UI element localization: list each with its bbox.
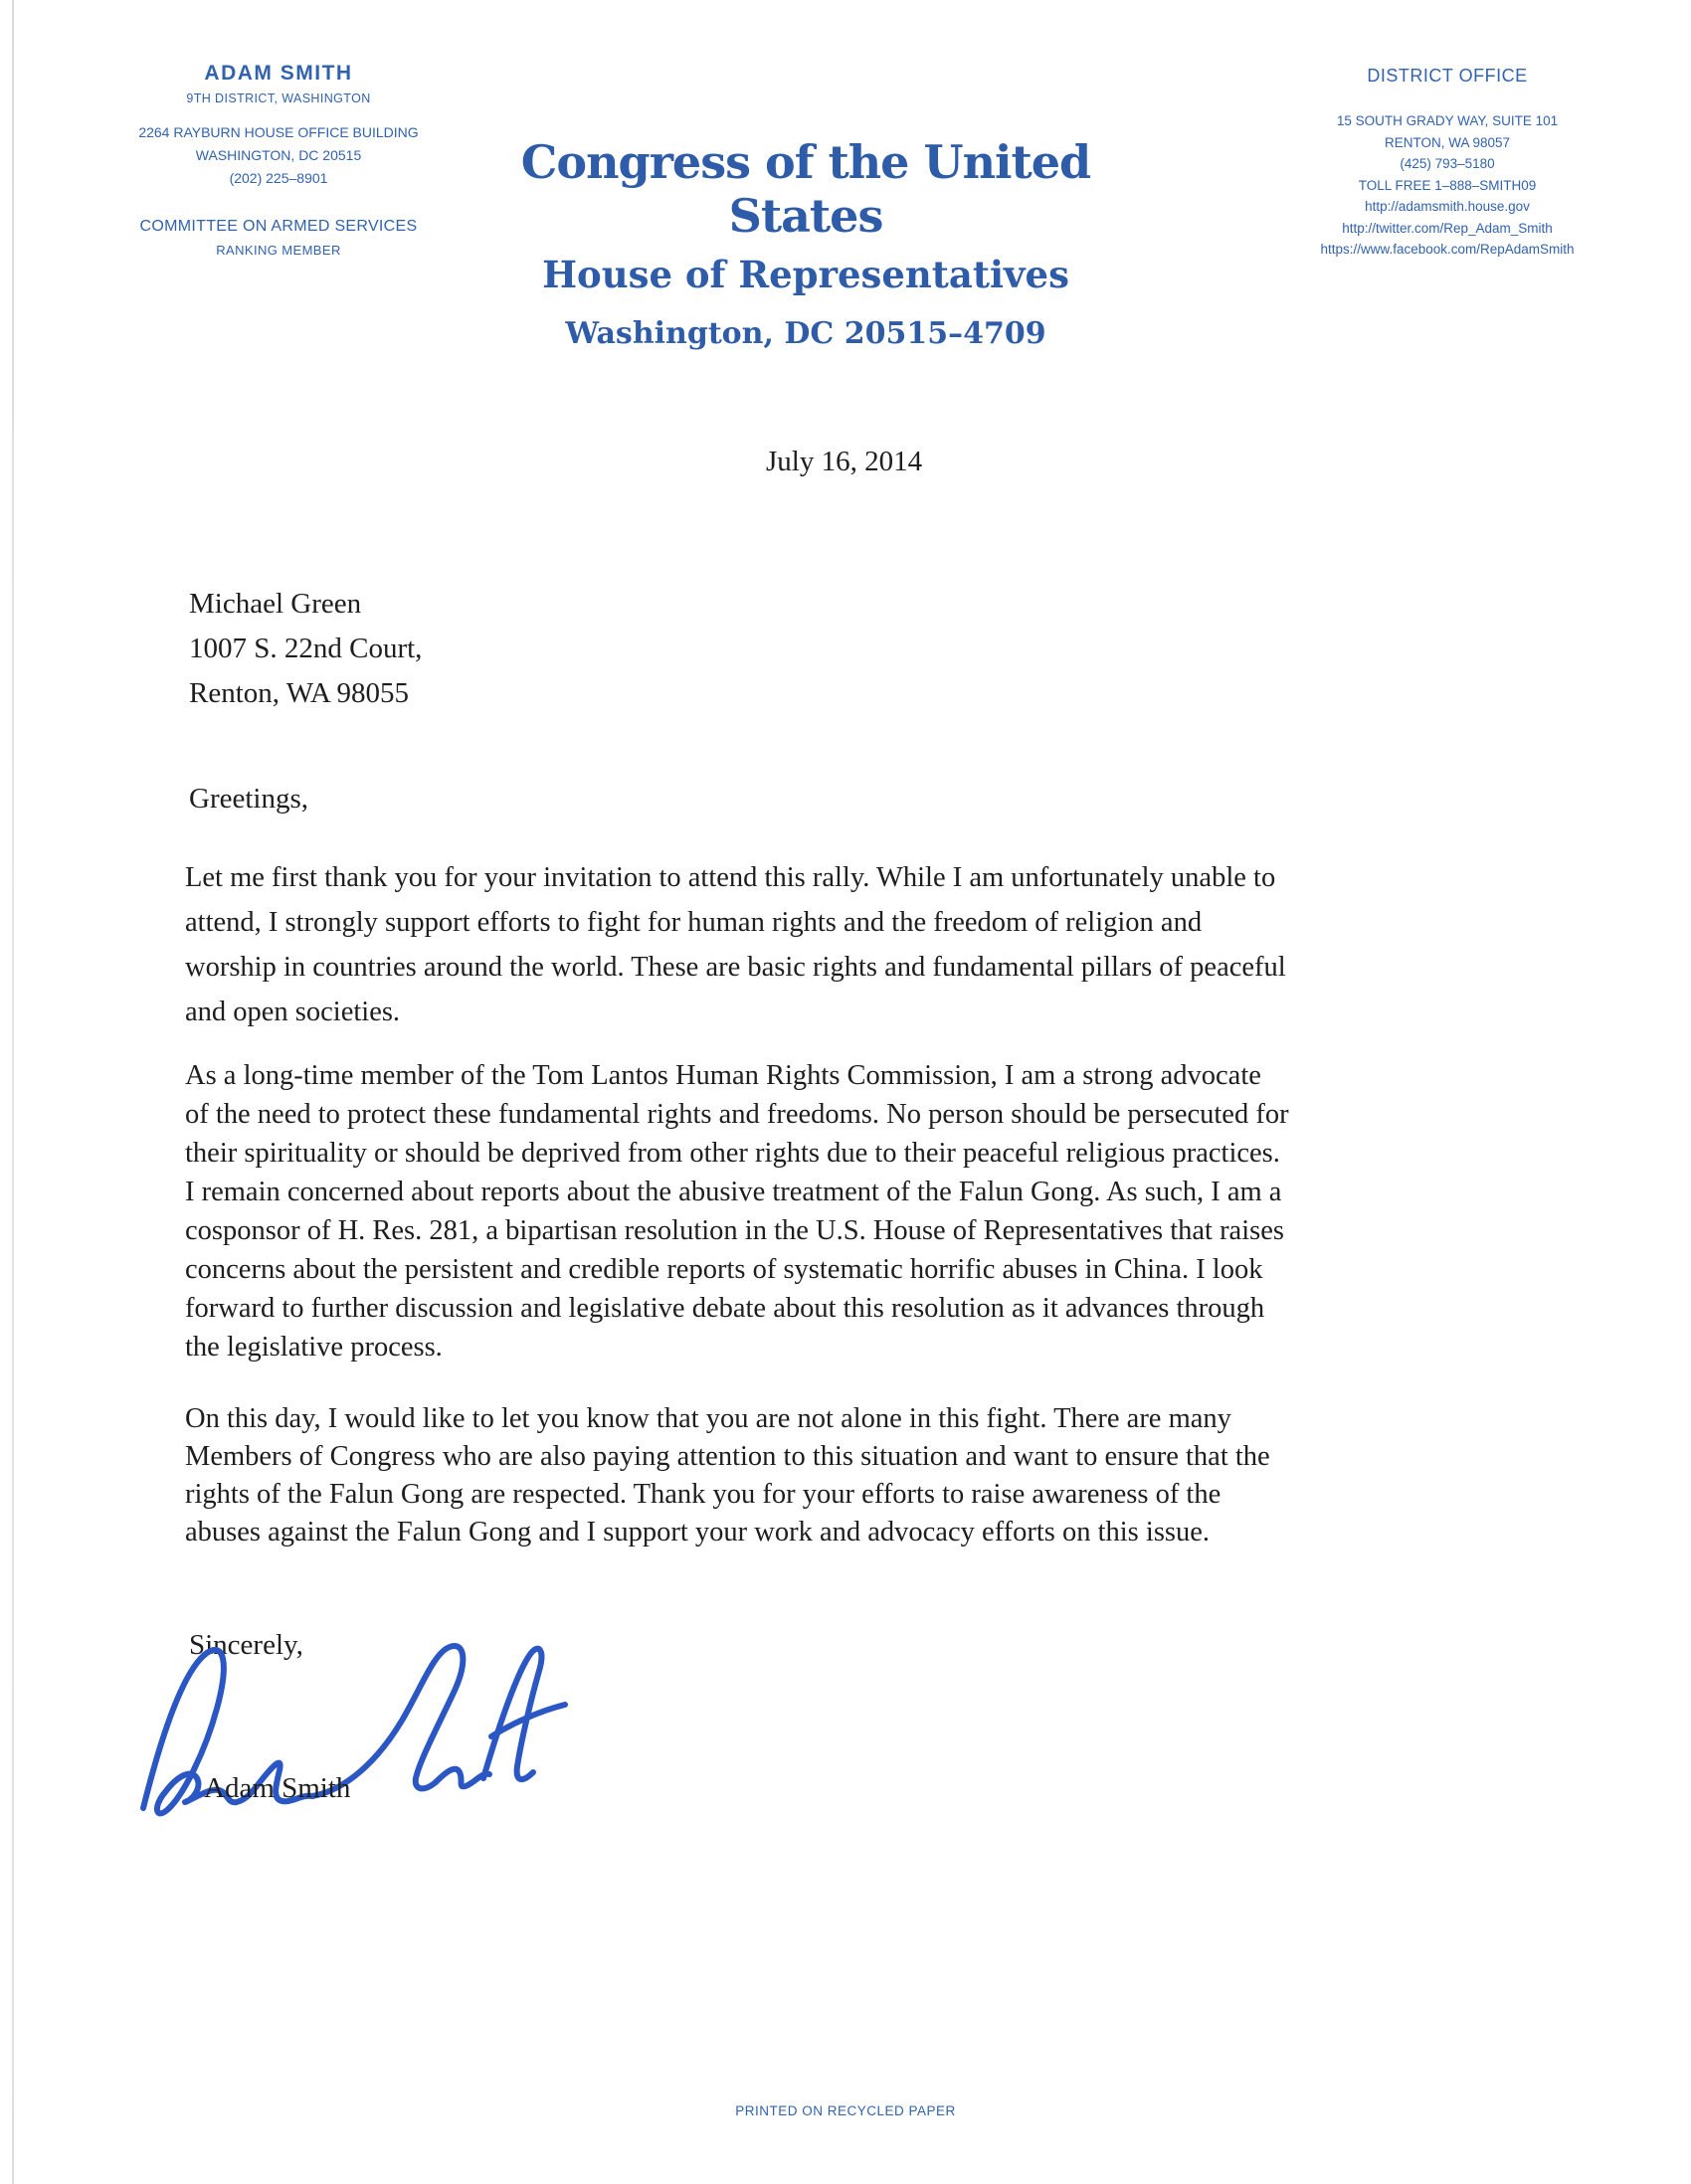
dc-address-line: (202) 225–8901 [229,170,328,186]
washington-zip-line: Washington, DC 20515–4709 [565,316,1046,351]
letterhead-left-block [75,62,482,258]
recipient-city: Renton, WA 98055 [189,677,409,709]
letterhead-center-block [453,135,1159,351]
district-office-line: RENTON, WA 98057 [1384,134,1511,150]
body-line: of the need to protect these fundamental rights and freedoms. No person should be persecuted for [185,1099,1289,1130]
body-line: As a long-time member of the Tom Lantos Human Rights Commission, I am a strong advocate [185,1060,1261,1091]
committee-name: COMMITTEE ON ARMED SERVICES [139,218,418,235]
handwritten-signature [127,1621,585,1820]
district-office-details [1268,110,1626,261]
body-line: cosponsor of H. Res. 281, a bipartisan resolution in the U.S. House of Representatives that raises [185,1215,1284,1246]
paragraph-2 [185,1056,1578,1366]
body-line: their spirituality or should be deprived from other rights due to their peaceful religious practices. [185,1138,1280,1169]
salutation: Greetings, [189,783,308,815]
district-office-line: TOLL FREE 1–888–SMITH09 [1358,177,1537,193]
congress-title: Congress of the United States [520,135,1091,243]
body-line: abuses against the Falun Gong and I support your work and advocacy efforts on this issue. [185,1517,1211,1547]
house-title: House of Representatives [542,253,1069,296]
body-line: attend, I strongly support efforts to fight for human rights and the freedom of religion and [185,907,1203,938]
website-url: http://adamsmith.house.gov [1365,199,1530,214]
body-line: I remain concerned about reports about the abusive treatment of the Falun Gong. As such, I am a [185,1177,1282,1207]
district-office-title: DISTRICT OFFICE [1367,66,1528,86]
district-office-line: (425) 793–5180 [1400,156,1495,171]
twitter-url: http://twitter.com/Rep_Adam_Smith [1342,220,1553,236]
member-name: ADAM SMITH [204,62,353,85]
body-line: worship in countries around the world. These are basic rights and fundamental pillars of peaceful [185,952,1286,983]
committee-role: RANKING MEMBER [216,243,341,258]
member-district: 9TH DISTRICT, WASHINGTON [186,91,371,105]
letterhead-right-block [1268,66,1626,261]
recipient-street: 1007 S. 22nd Court, [189,633,423,664]
facebook-url: https://www.facebook.com/RepAdamSmith [1320,242,1575,257]
body-line: forward to further discussion and legislative debate about this resolution as it advances through [185,1293,1265,1324]
dc-address-line: 2264 RAYBURN HOUSE OFFICE BUILDING [138,124,419,140]
body-line: concerns about the persistent and credible reports of systematic horrific abuses in China. I look [185,1254,1263,1285]
body-line: Let me first thank you for your invitation to attend this rally. While I am unfortunately unable to [185,862,1276,893]
recycled-paper-notice: PRINTED ON RECYCLED PAPER [735,2103,956,2118]
dc-office-address [75,121,482,190]
recipient-name: Michael Green [189,588,362,620]
letter-date: July 16, 2014 [766,446,923,477]
paragraph-3 [185,1400,1578,1551]
body-line: On this day, I would like to let you know that you are not alone in this fight. There are many [185,1403,1231,1434]
scan-artifact-line [12,0,14,2184]
paragraph-1 [185,855,1578,1034]
body-line: the legislative process. [185,1332,443,1363]
body-line: and open societies. [185,997,401,1027]
dc-address-line: WASHINGTON, DC 20515 [195,147,362,163]
district-office-line: 15 SOUTH GRADY WAY, SUITE 101 [1336,113,1559,128]
recipient-address-block [189,582,422,716]
closing-word: Sincerely, [189,1629,303,1661]
body-line: Members of Congress who are also paying attention to this situation and want to ensure that the [185,1441,1270,1472]
body-line: rights of the Falun Gong are respected. Thank you for your efforts to raise awareness of the [185,1479,1221,1510]
signer-typed-name: Adam Smith [204,1772,351,1804]
